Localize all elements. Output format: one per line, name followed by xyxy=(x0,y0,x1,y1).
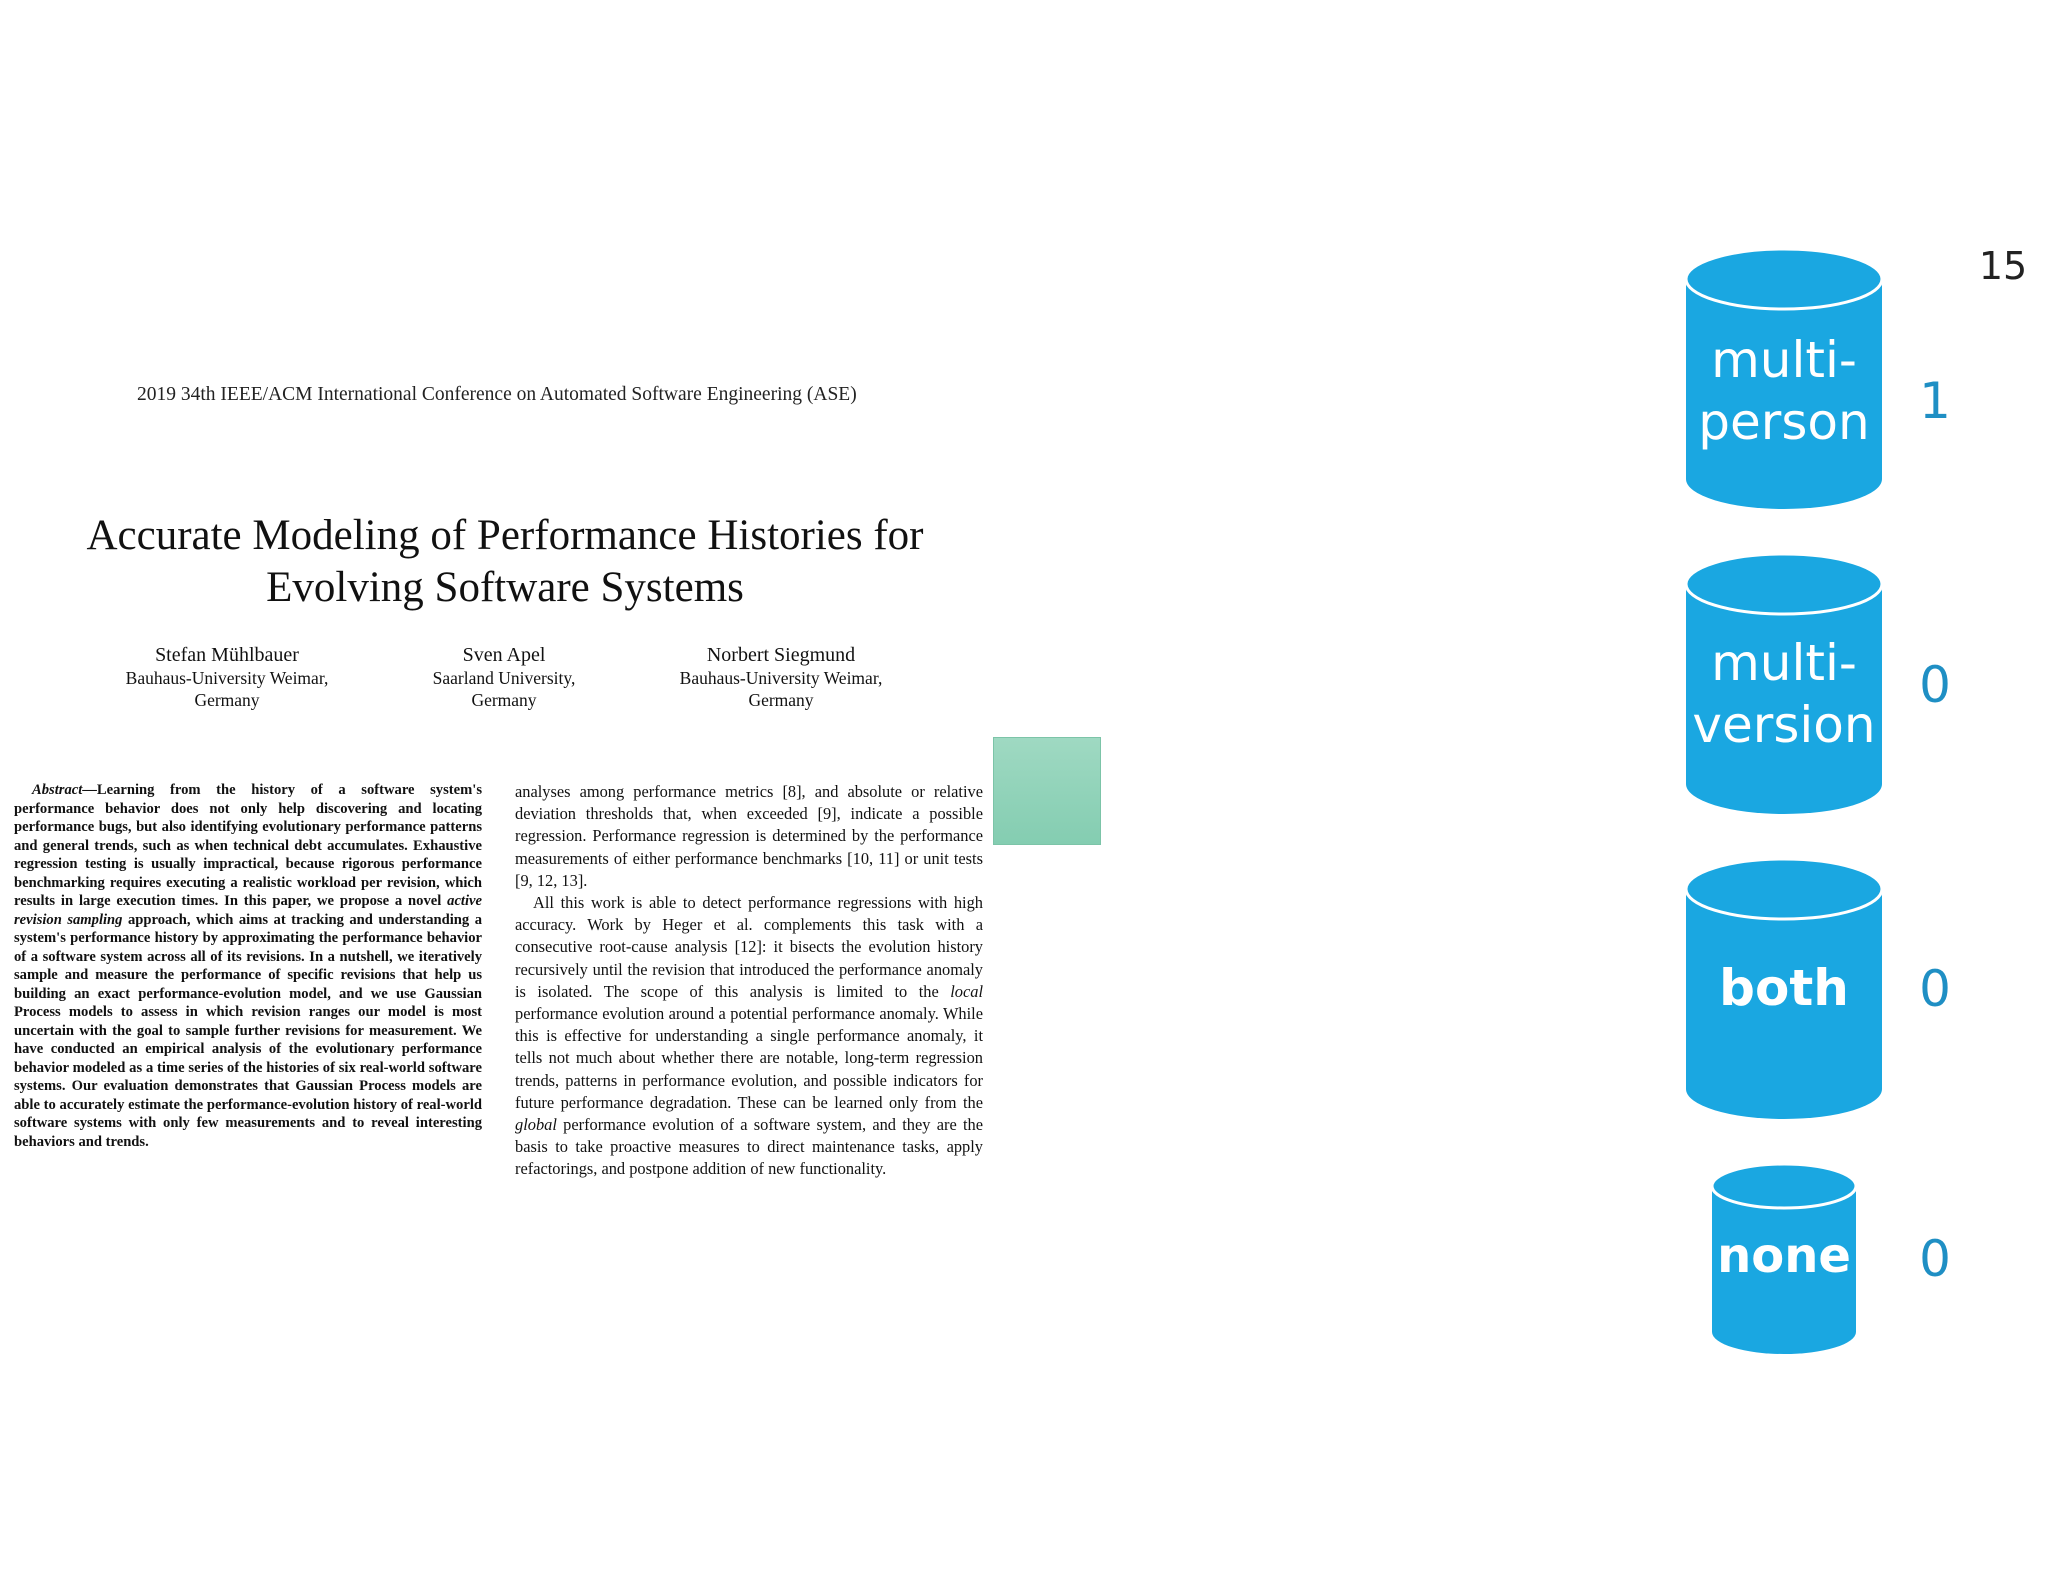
intro-text: performance evolution of a software system, and they are the basis to take proactive measures to direct maintenance tasks, apply refactorings, and postpone addition of new functionality. xyxy=(515,1115,983,1179)
author-1 xyxy=(87,644,367,711)
author-country: Germany xyxy=(471,690,537,710)
slide-number: 15 xyxy=(1978,244,2028,288)
cylinder-label-line: version xyxy=(1692,696,1876,754)
intro-paragraph xyxy=(515,892,983,1181)
intro-emphasis: local xyxy=(950,981,983,1001)
author-name: Stefan Mühlbauer xyxy=(155,644,299,666)
count-multi-person: 1 xyxy=(1919,372,1951,430)
author-name: Norbert Siegmund xyxy=(706,644,856,666)
author-2 xyxy=(364,644,644,711)
cylinder-both xyxy=(1684,857,1884,1121)
author-country: Germany xyxy=(748,690,814,710)
paper-title: Accurate Modeling of Performance Histories for Evolving Software Systems xyxy=(86,512,924,611)
intro-text: performance evolution around a potential performance anomaly. While this is effective for understanding a single performance anomaly, it tells not much about whether there are notable, long-term regression trends, patterns in performance evolution, and possible indicators for future performance degradation. These can be learned only from the xyxy=(515,1004,983,1112)
count-multi-version: 0 xyxy=(1919,656,1951,714)
author-affiliation: Bauhaus-University Weimar, xyxy=(679,668,883,688)
abstract-lead: Abstract xyxy=(32,782,83,798)
cylinder-label: none xyxy=(1717,1228,1851,1284)
paper-excerpt xyxy=(0,370,1000,1230)
highlight-box xyxy=(993,737,1101,845)
introduction-column xyxy=(515,781,983,1181)
author-country: Germany xyxy=(194,690,260,710)
author-name: Sven Apel xyxy=(462,644,546,666)
intro-paragraph: analyses among performance metrics [8], and absolute or relative deviation thresholds that, when exceeded [9], indicate a possible regression. Performance regression is determined by the performance measurements of either performance benchmarks [10, 11] or unit tests [9, 12, 13]. xyxy=(515,782,983,890)
cylinder-label-line: person xyxy=(1698,393,1870,451)
count-none: 0 xyxy=(1919,1230,1951,1288)
abstract-emphasis: active revision sampling xyxy=(14,893,482,928)
cylinder-label: both xyxy=(1719,959,1849,1017)
author-3 xyxy=(641,644,921,711)
cylinder-multi-person xyxy=(1684,247,1884,511)
abstract-text: —Learning from the history of a software system's performance behavior does not only help discovering and locating performance bugs, but also identifying evolutionary performance patterns and general trends, such as when technical debt accumulates. Exhaustive regression testing is usually impractical, because rigorous performance benchmarking requires executing a realistic workload per revision, which results in large execution times. In this paper, we propose a novel xyxy=(14,782,482,909)
abstract-text: approach, which aims at tracking and understanding a system's performance history by approximating the performance behavior of a software system across all of its revisions. In a nutshell, we iteratively sample and measure the performance of specific revisions that help us building an exact performance-evolution model, and we use Gaussian Process models to assess in which revision ranges our model is most uncertain with the goal to sample further revisions for measurement. We have conducted an empirical analysis of the evolutionary performance behavior modeled as a time series of the histories of six real-world software systems. Our evaluation demonstrates that Gaussian Process models are able to accurately estimate the performance-evolution history of real-world software systems with only few measurements and to reveal interesting behaviors and trends. xyxy=(14,911,482,1150)
cylinder-label xyxy=(1684,329,1884,453)
author-affiliation: Bauhaus-University Weimar, xyxy=(125,668,329,688)
cylinder-label-line: multi- xyxy=(1711,331,1857,389)
intro-emphasis: global xyxy=(515,1115,557,1135)
cylinder-label-line: multi- xyxy=(1711,634,1857,692)
cylinder-none xyxy=(1710,1162,1858,1356)
conference-line: 2019 34th IEEE/ACM International Conference on Automated Software Engineering (ASE) xyxy=(137,384,857,405)
cylinder-multi-version xyxy=(1684,552,1884,816)
cylinder-label xyxy=(1684,632,1884,756)
abstract xyxy=(14,781,482,1151)
intro-text: All this work is able to detect performance regressions with high accuracy. Work by Heger et al. complements this task with a consecutive root-cause analysis [12]: it bisects the evolution history recursively until the revision that introduced the performance anomaly is isolated. The scope of this analysis is limited to the xyxy=(515,893,983,1001)
author-affiliation: Saarland University, xyxy=(432,668,576,688)
count-both: 0 xyxy=(1919,960,1951,1018)
